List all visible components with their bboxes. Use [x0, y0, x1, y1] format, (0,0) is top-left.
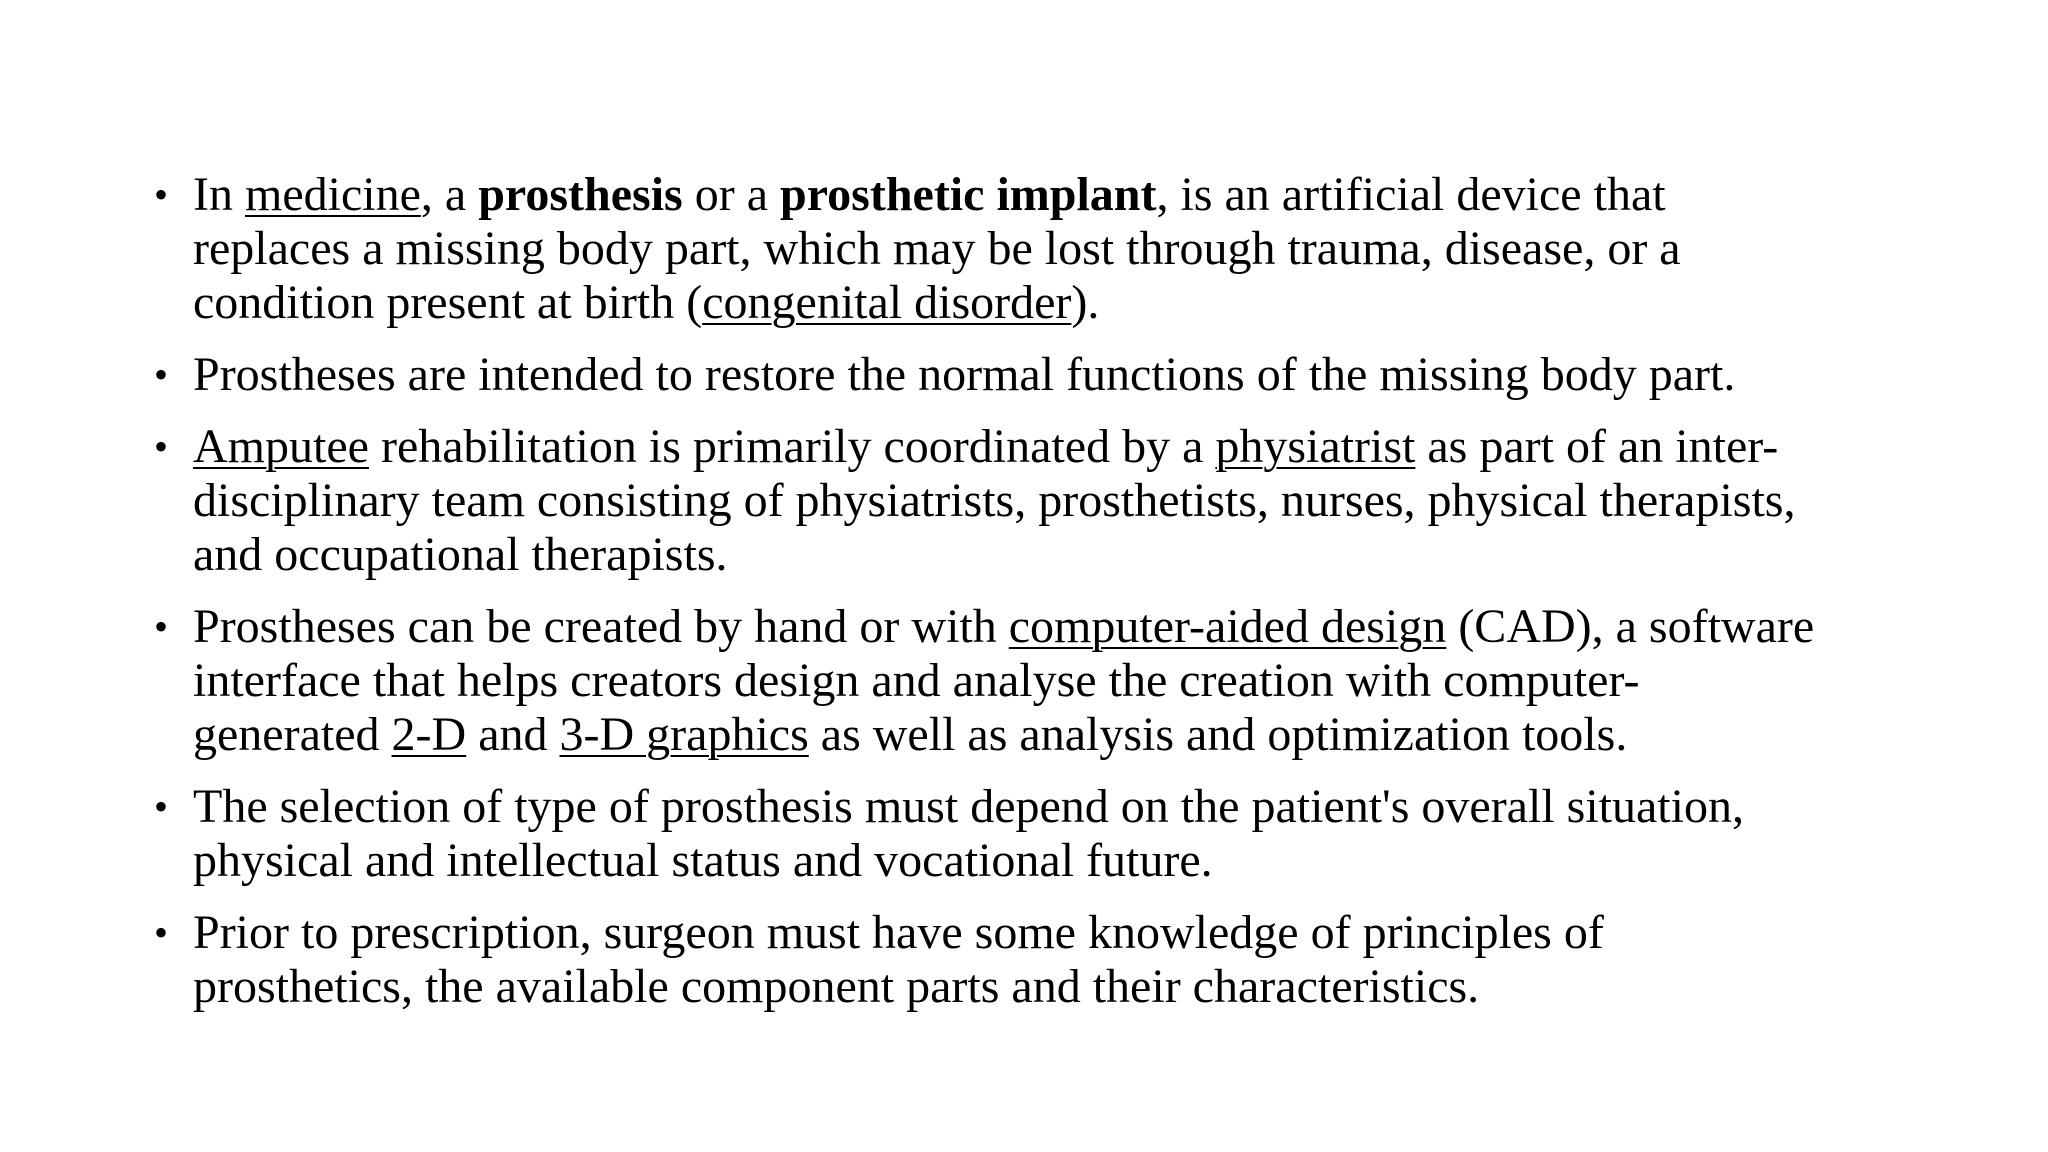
text-segment: , a — [420, 168, 479, 221]
bullet-item — [150, 348, 1910, 402]
bullet-item — [150, 906, 1910, 1014]
bullet-icon: • — [154, 784, 169, 829]
text-segment: generated — [193, 708, 392, 761]
bullet-line — [193, 708, 1910, 762]
text-segment: prosthetics, the available component parts and their characteristics. — [193, 960, 1480, 1013]
bullet-item — [150, 420, 1910, 582]
text-segment: as part of an inter- — [1415, 420, 1779, 473]
text-segment: interface that helps creators design and analyse the creation with computer- — [193, 654, 1640, 707]
bullet-line — [193, 960, 1910, 1014]
hyperlink[interactable]: physiatrist — [1215, 420, 1416, 473]
bullet-icon: • — [154, 172, 169, 217]
bullet-line — [193, 420, 1910, 474]
bullet-line — [193, 474, 1910, 528]
bullet-item — [150, 168, 1910, 330]
text-segment: disciplinary team consisting of physiatrists, prosthetists, nurses, physical therapists, — [193, 474, 1796, 527]
bullet-line — [193, 654, 1910, 708]
text-segment: or a — [682, 168, 781, 221]
hyperlink[interactable]: congenital disorder — [702, 276, 1072, 329]
text-segment: and — [466, 708, 560, 761]
bullet-line — [193, 834, 1910, 888]
text-segment: replaces a missing body part, which may be lost through trauma, disease, or a — [193, 222, 1681, 275]
bullet-icon: • — [154, 352, 169, 397]
text-segment: condition present at birth ( — [193, 276, 703, 329]
hyperlink[interactable]: 3-D graphics — [559, 708, 809, 761]
bullet-icon: • — [154, 604, 169, 649]
bold-term: prosthetic implant — [780, 168, 1157, 221]
text-segment: rehabilitation is primarily coordinated by a — [368, 420, 1216, 473]
bullet-line — [193, 348, 1910, 402]
bullet-line — [193, 906, 1910, 960]
text-segment: (CAD), a software — [1446, 600, 1815, 653]
text-segment: Prostheses are intended to restore the normal functions of the missing body part. — [193, 348, 1736, 401]
bullet-line — [193, 600, 1910, 654]
bold-term: prosthesis — [478, 168, 683, 221]
hyperlink[interactable]: Amputee — [193, 420, 369, 473]
bullet-list — [150, 168, 1910, 1032]
bullet-line — [193, 528, 1910, 582]
text-segment: , is an artificial device that — [1156, 168, 1666, 221]
text-segment: as well as analysis and optimization tools. — [808, 708, 1628, 761]
hyperlink[interactable]: computer-aided design — [1008, 600, 1447, 653]
hyperlink[interactable]: 2-D — [391, 708, 467, 761]
hyperlink[interactable]: medicine — [244, 168, 421, 221]
bullet-item — [150, 780, 1910, 888]
bullet-icon: • — [154, 910, 169, 955]
bullet-line — [193, 222, 1910, 276]
text-segment: Prior to prescription, surgeon must have some knowledge of principles of — [193, 906, 1604, 959]
text-segment: ). — [1071, 276, 1100, 329]
bullet-line — [193, 168, 1910, 222]
text-segment: The selection of type of prosthesis must depend on the patient's overall situation, — [193, 780, 1744, 833]
text-segment: In — [193, 168, 245, 221]
bullet-icon: • — [154, 424, 169, 469]
text-segment: and occupational therapists. — [193, 528, 728, 581]
text-segment: physical and intellectual status and vocational future. — [193, 834, 1213, 887]
bullet-line — [193, 276, 1910, 330]
bullet-line — [193, 780, 1910, 834]
bullet-item — [150, 600, 1910, 762]
text-segment: Prostheses can be created by hand or with — [193, 600, 1009, 653]
